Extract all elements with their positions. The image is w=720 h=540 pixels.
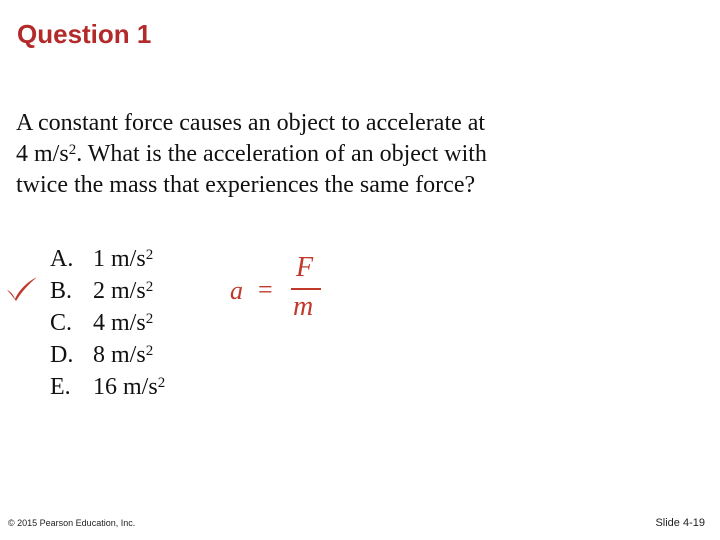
question-line-2-rest: . What is the acceleration of an object with <box>76 141 487 167</box>
answer-choices <box>50 243 165 403</box>
question-exponent: 2 <box>68 142 77 158</box>
choice-value: 8 $m/s^2$ <box>93 342 154 368</box>
formula-equals: = <box>258 275 273 304</box>
choice-letter: A. <box>50 246 74 272</box>
question-line-1: A constant force causes an object to accelerate at <box>16 110 486 136</box>
choice-value: 4 $m/s^2$ <box>93 310 154 336</box>
choice-letter: D. <box>50 342 74 368</box>
choice-letter: B. <box>50 278 73 304</box>
choice-value: 16 $m/s^2$ <box>93 374 166 400</box>
choice-e <box>50 371 165 403</box>
choice-letter: C. <box>50 310 73 336</box>
copyright-notice: © 2015 Pearson Education, Inc. <box>8 518 136 528</box>
question-text <box>16 108 616 201</box>
choice-value: 2 $m/s^2$ <box>93 278 154 304</box>
question-line-2 <box>16 139 616 170</box>
formula-lhs: a <box>230 276 243 305</box>
question-accel-value: 4 m/s <box>16 141 69 167</box>
slide-title: Question 1 <box>17 19 152 49</box>
newton-second-law-formula <box>230 252 330 326</box>
formula-numerator: F <box>296 252 314 283</box>
slide-number: Slide 4-19 <box>655 517 705 529</box>
choice-c <box>50 307 165 339</box>
choice-b <box>50 275 165 307</box>
choice-a <box>50 243 165 275</box>
choice-d <box>50 339 165 371</box>
formula-denominator: m <box>293 291 314 322</box>
checkmark-icon <box>5 276 39 302</box>
choice-value: 1 $m/s^2$ <box>93 246 154 272</box>
question-line-3: twice the mass that experiences the same force? <box>16 172 476 198</box>
choice-letter: E. <box>50 374 71 400</box>
fraction-bar <box>291 288 321 290</box>
